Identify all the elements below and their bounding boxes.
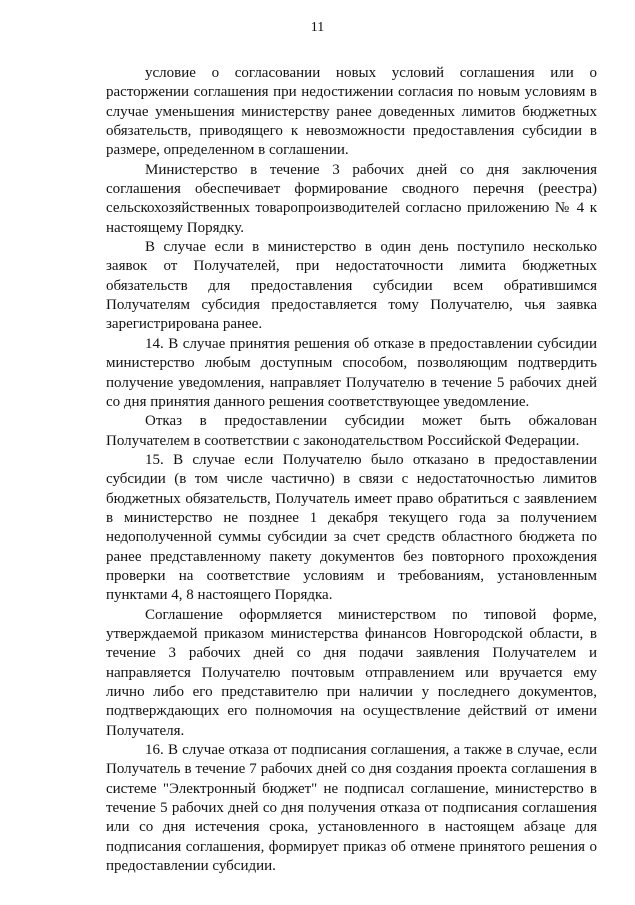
page-number: 11 xyxy=(310,20,325,35)
paragraph-agreement-form: Соглашение оформляется министерством по типовой форме, утверждаемой приказом министерства финансов Новгородской области, в течение 3 рабочих дней со дня подачи заявления Получателем и направляется Получателю почтовым отправлением или вручается ему лично либо его представителю при наличии у последнего документов, подтверждающих его полномочия на осуществление действий от имени Получателя. xyxy=(106,606,597,739)
paragraph-15: 15. В случае если Получателю было отказано в предоставлении субсидии (в том числе частично) в связи с недостаточностью лимитов бюджетных обязательств, Получатель имеет право обратиться с заявлением в министерство не позднее 1 декабря текущего года за получением недополученной суммы субсидии за счет средств областного бюджета по ранее представленному пакету документов без повторного прохождения проверки на соответствие условиям и требованиям, установленным пунктами 4, 8 настоящего Порядка. xyxy=(106,451,597,604)
paragraph-appeal: Отказ в предоставлении субсидии может быть обжалован Получателем в соответствии с законодательством Российской Федерации. xyxy=(106,413,597,449)
document-body xyxy=(106,64,597,876)
paragraph-registry: Министерство в течение 3 рабочих дней со дня заключения соглашения обеспечивает формирование сводного перечня (реестра) сельскохозяйственных товаропроизводителей согласно приложению № 4 к настоящему Порядку. xyxy=(106,161,597,236)
paragraph-multiple-applications: В случае если в министерство в один день поступило несколько заявок от Получателей, при недостаточности лимита бюджетных обязательств для предоставления субсидии всем обратившимся Получателям субсидия предоставляется тому Получателю, чья заявка зарегистрирована ранее. xyxy=(106,239,597,333)
paragraph-continuation: условие о согласовании новых условий соглашения или о расторжении соглашения при недостижении согласия по новым условиям в случае уменьшения министерству ранее доведенных лимитов бюджетных обязательств, приводящего к невозможности предоставления субсидии в размере, определенном в соглашении. xyxy=(106,65,597,159)
paragraph-14: 14. В случае принятия решения об отказе в предоставлении субсидии министерство любым доступным способом, позволяющим подтвердить получение уведомления, направляет Получателю в течение 5 рабочих дней со дня принятия данного решения соответствующее уведомление. xyxy=(106,335,597,410)
paragraph-16: 16. В случае отказа от подписания соглашения, а также в случае, если Получатель в течение 7 рабочих дней со дня создания проекта соглашения в системе "Электронный бюджет" не подписал соглашение, министерство в течение 5 рабочих дней со дня получения отказа от подписания соглашения или со дня истечения срока, установленного в настоящем абзаце для подписания соглашения, формирует приказ об отмене принятого решения о предоставлении субсидии. xyxy=(106,742,597,875)
